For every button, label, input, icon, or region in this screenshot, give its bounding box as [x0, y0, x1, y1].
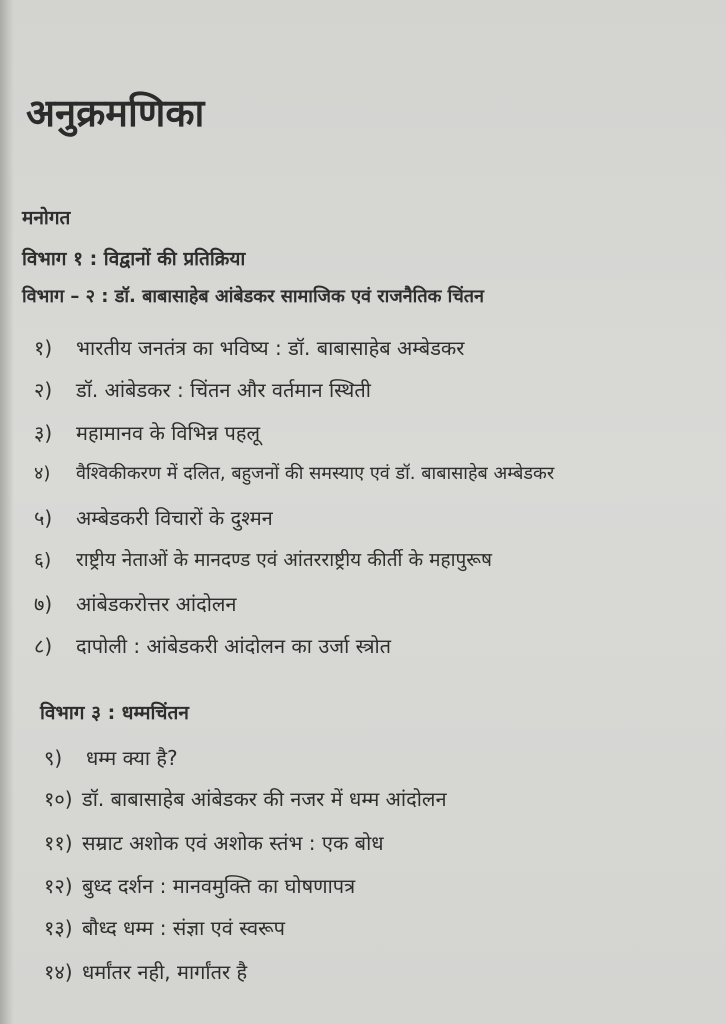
item-number: ६)	[34, 549, 52, 571]
item-text: आंबेडकरोत्तर आंदोलन	[76, 592, 237, 616]
item-text: दापोली : आंबेडकरी आंदोलन का उर्जा स्त्रोत	[76, 634, 392, 658]
section-part-2: विभाग – २ : डॉ. बाबासाहेब आंबेडकर सामाजिक एवं राजनैतिक चिंतन	[22, 286, 485, 307]
section-preface: मनोगत	[22, 207, 71, 229]
item-number: २)	[34, 378, 53, 402]
item-text: वैश्विकीकरण में दलित, बहुजनों की समस्याए एवं डॉ. बाबासाहेब अम्बेडकर	[76, 463, 555, 484]
item-number: ८)	[34, 634, 53, 658]
item-number: ३)	[34, 421, 53, 445]
item-number: १)	[34, 336, 53, 360]
item-text: महामानव के विभिन्न पहलू	[76, 421, 261, 445]
list-item	[34, 546, 492, 572]
item-text: अम्बेडकरी विचारों के दुश्मन	[76, 506, 273, 530]
section-part-1: विभाग १ : विद्वानों की प्रतिक्रिया	[22, 248, 246, 270]
item-number: १२)	[44, 874, 73, 898]
item-text: डॉ. आंबेडकर : चिंतन और वर्तमान स्थिती	[76, 378, 371, 402]
list-item	[44, 958, 247, 985]
item-number: ४)	[34, 463, 51, 484]
page-title: अनुक्रमणिका	[26, 91, 205, 135]
list-item	[44, 785, 447, 812]
item-text: डॉ. बाबासाहेब आंबेडकर की नजर में धम्म आंदोलन	[82, 787, 447, 811]
item-number: ११)	[44, 831, 73, 855]
list-item	[34, 419, 260, 446]
list-item	[44, 829, 384, 856]
item-number: ९)	[44, 746, 63, 770]
list-item	[44, 744, 178, 771]
item-text: सम्राट अशोक एवं अशोक स्तंभ : एक बोध	[82, 831, 384, 855]
item-text: राष्ट्रीय नेताओं के मानदण्ड एवं आंतरराष्ट्रीय कीर्ती के महापुरूष	[76, 549, 493, 571]
item-number: १४)	[44, 960, 73, 984]
item-text: धर्मांतर नही, मार्गांतर है	[82, 960, 248, 984]
item-text: बुध्द दर्शन : मानवमुक्ति का घोषणापत्र	[82, 874, 356, 898]
list-item	[44, 872, 355, 899]
list-item	[34, 632, 391, 659]
item-text: भारतीय जनतंत्र का भविष्य : डॉ. बाबासाहेब अम्बेडकर	[76, 336, 465, 360]
list-item	[34, 504, 273, 531]
page-edge-shadow	[0, 0, 14, 1024]
list-item	[44, 914, 285, 941]
section-part-3: विभाग ३ : धम्मचिंतन	[40, 702, 189, 724]
item-number: ७)	[34, 592, 53, 616]
item-number: ५)	[34, 506, 53, 530]
item-number: १३)	[44, 916, 73, 940]
list-item	[34, 590, 237, 617]
list-item	[34, 376, 371, 403]
list-item	[34, 334, 464, 361]
item-text: बौध्द धम्म : संज्ञा एवं स्वरूप	[82, 916, 286, 940]
item-number: १०)	[44, 787, 73, 811]
list-item	[34, 461, 554, 485]
item-text: धम्म क्या है?	[86, 746, 178, 770]
